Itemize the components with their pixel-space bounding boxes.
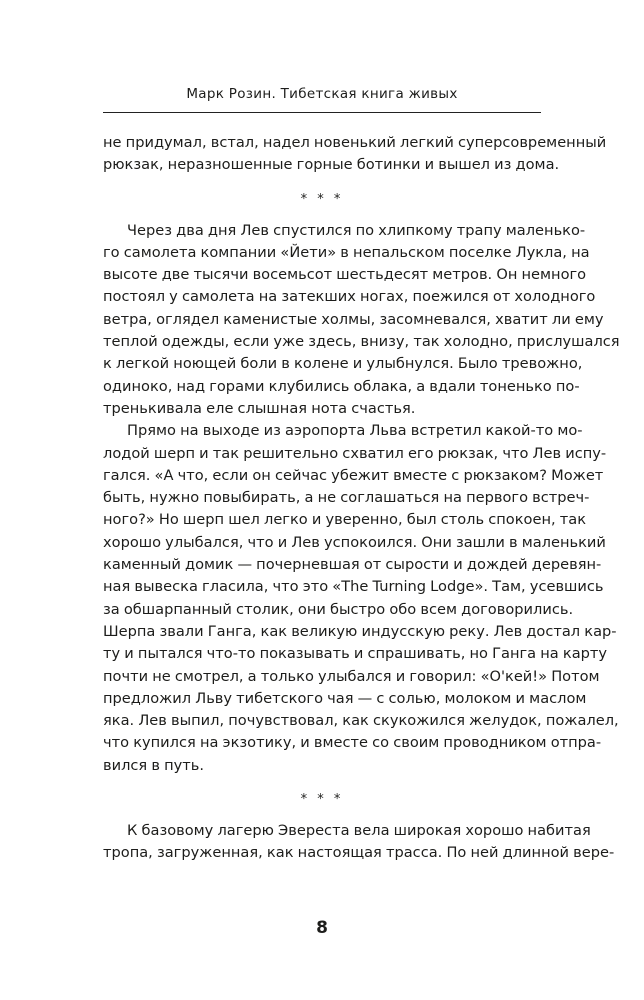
header-rule	[103, 112, 541, 113]
text-line: рюкзак, неразношенные горные ботинки и вышел из дома.	[103, 156, 560, 174]
text-line: предложил Льву тибетского чая — с солью, молоком и маслом	[103, 689, 587, 707]
text-line: Через два дня Лев спустился по хлипкому трапу маленько-	[127, 221, 586, 239]
text-line: ная вывеска гласила, что это «The Turning Lodge». Там, усевшись	[103, 578, 604, 596]
text-line: Прямо на выходе из аэропорта Льва встретил какой-то мо-	[127, 422, 583, 440]
text-line: каменный домик — почерневшая от сырости и дождей деревян-	[103, 556, 602, 574]
text-line: тропа, загруженная, как настоящая трасса. По ней длинной вере-	[103, 844, 615, 862]
text-line: ветра, оглядел каменистые холмы, засомневался, хватит ли ему	[103, 310, 604, 328]
page-body	[103, 132, 620, 865]
text-line: теплой одежды, если уже здесь, внизу, так холодно, прислушался	[103, 333, 620, 351]
text-line: вился в путь.	[103, 756, 205, 774]
text-line: Шерпа звали Ганга, как великую индусскую реку. Лев достал кар-	[103, 622, 617, 640]
text-line: ту и пытался что-то показывать и спрашивать, но Ганга на карту	[103, 645, 608, 663]
text-line: яка. Лев выпил, почувствовал, как скукожился желудок, пожалел,	[103, 712, 619, 730]
text-line: быть, нужно повыбирать, а не соглашаться на первого встреч-	[103, 489, 590, 507]
text-line: гался. «А что, если он сейчас убежит вместе с рюкзаком? Может	[103, 466, 604, 484]
text-line: за обшарпанный столик, они быстро обо всем договорились.	[103, 600, 574, 618]
text-line: ного?» Но шерп шел легко и уверенно, был столь спокоен, так	[103, 511, 587, 529]
text-line: хорошо улыбался, что и Лев успокоился. Они зашли в маленький	[103, 533, 606, 551]
text-line: лодой шерп и так решительно схватил его рюкзак, что Лев испу-	[103, 444, 607, 462]
text-line: что купился на экзотику, и вместе со своим проводником отпра-	[103, 734, 602, 752]
text-line: тренькивала еле слышная нота счастья.	[103, 399, 416, 417]
text-line: к легкой ноющей боли в колене и улыбнулся. Было тревожно,	[103, 355, 583, 373]
text-line: К базовому лагерю Эвереста вела широкая хорошо набитая	[127, 822, 591, 840]
text-line: одиноко, над горами клубились облака, а вдали тоненько по-	[103, 377, 580, 395]
section-separator: * * *	[300, 191, 344, 207]
text-line: го самолета компании «Йети» в непальском поселке Лукла, на	[103, 243, 590, 261]
text-line: высоте две тысячи восемьсот шестьдесят метров. Он немного	[103, 266, 587, 284]
text-line: не придумал, встал, надел новенький легкий суперсовременный	[103, 134, 607, 151]
text-line: постоял у самолета на затекших ногах, поежился от холодного	[103, 288, 596, 306]
text-line: почти не смотрел, а только улыбался и говорил: «О'кей!» Потом	[103, 667, 600, 685]
page-number: 8	[316, 918, 328, 938]
section-separator: * * *	[300, 792, 344, 808]
running-header: Марк Розин. Тибетская книга живых	[186, 86, 458, 102]
